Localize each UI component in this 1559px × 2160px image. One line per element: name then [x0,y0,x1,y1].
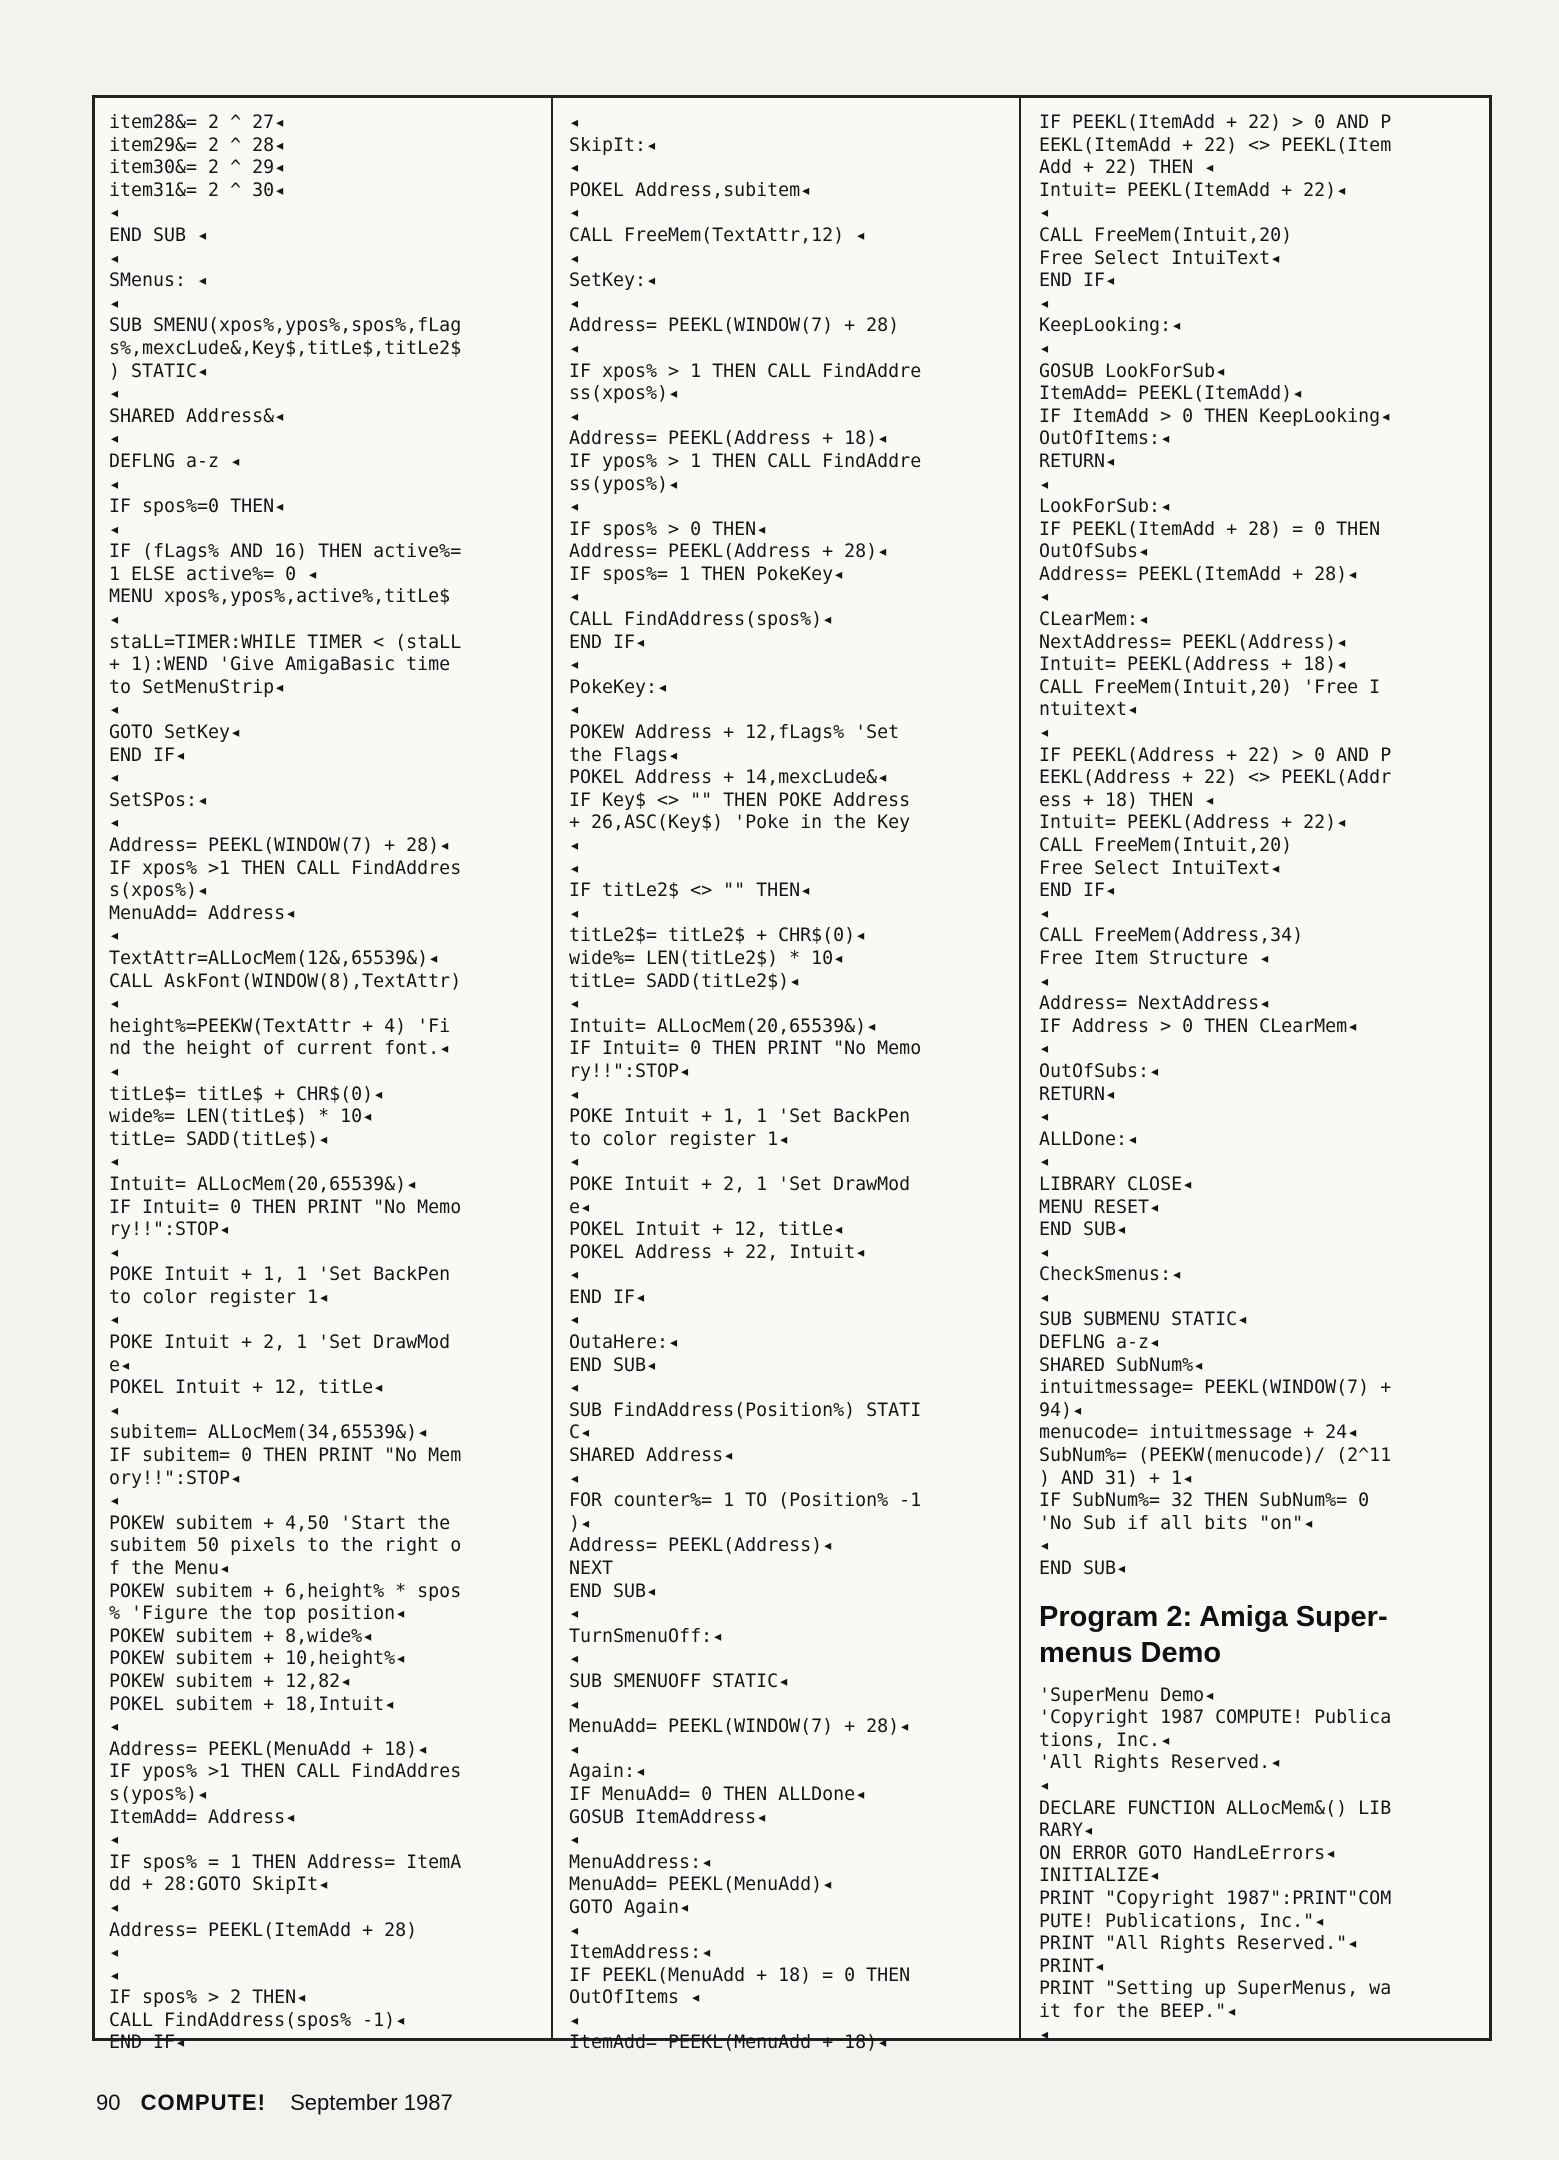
listing-column-3 [1039,112,1483,2045]
program-listing-box [92,95,1492,2054]
issue-date: September 1987 [290,2090,453,2115]
column-divider-left [551,98,553,2038]
magazine-name: COMPUTE! [140,2090,266,2115]
listing-column-1 [109,112,539,2054]
page-number: 90 [96,2090,121,2115]
code-listing-program-2: 'SuperMenu Demo◂ 'Copyright 1987 COMPUTE! Publica tions, Inc.◂ 'All Rights Reserved.◂ ◂ DECLARE FUNCTION ALLocMem&() LIB RARY◂ ON ERROR GOTO HandLeErrors◂ INITIALIZE◂ PRINT "Copyright 1987":PRINT"COM PUTE! Publications, Inc."◂ PRINT "All Rights Reserved."◂ PRINT◂ PRINT "Setting up SuperMenus, wa it for the BEEP."◂ ◂ [1039,1684,1392,2045]
program-2-heading: Program 2: Amiga Super- menus Demo [1039,1600,1388,1669]
column-divider-right [1019,98,1021,2038]
listing-column-2 [569,112,999,2054]
page-footer [96,2090,453,2116]
code-listing-column-2: ◂ SkipIt:◂ ◂ POKEL Address,subitem◂ ◂ CALL FreeMem(TextAttr,12) ◂ ◂ SetKey:◂ ◂ Address= PEEKL(WINDOW(7) + 28) ◂ IF xpos% > 1 THEN CALL FindAddre ss(xpos%)◂ ◂ Address= PEEKL(Address + 18)◂ IF ypos% > 1 THEN CALL FindAddre ss(ypos%)◂ ◂ IF spos% > 0 THEN◂ Address= PEEKL(Address + 28)◂ IF spos%= 1 THEN PokeKey◂ ◂ CALL FindAddress(spos%)◂ END IF◂ ◂ PokeKey:◂ ◂ POKEW Address + 12,fLags% 'Set the Flags◂ POKEL Address + 14,mexcLude&◂ IF Key$ <> "" THEN POKE Address + 26,ASC(Key$) 'Poke in the Key ◂ ◂ IF titLe2$ <> "" THEN◂ ◂ titLe2$= titLe2$ + CHR$(0)◂ wide%= LEN(titLe2$) * 10◂ titLe= SADD(titLe2$)◂ ◂ Intuit= ALLocMem(20,65539&)◂ IF Intuit= 0 THEN PRINT "No Memo ry!!":STOP◂ ◂ POKE Intuit + 1, 1 'Set BackPen to color register 1◂ ◂ POKE Intuit + 2, 1 'Set DrawMod e◂ POKEL Intuit + 12, titLe◂ POKEL Address + 22, Intuit◂ ◂ END IF◂ ◂ OutaHere:◂ END SUB◂ ◂ SUB FindAddress(Position%) STATI C◂ SHARED Address◂ ◂ FOR counter%= 1 TO (Position% -1 )◂ Address= PEEKL(Address)◂ NEXT END SUB◂ ◂ TurnSmenuOff:◂ ◂ SUB SMENUOFF STATIC◂ ◂ MenuAdd= PEEKL(WINDOW(7) + 28)◂ ◂ Again:◂ IF MenuAdd= 0 THEN ALLDone◂ GOSUB ItemAddress◂ ◂ MenuAddress:◂ MenuAdd= PEEKL(MenuAdd)◂ GOTO Again◂ ◂ ItemAddress:◂ IF PEEKL(MenuAdd + 18) = 0 THEN OutOfItems ◂ ◂ ItemAdd= PEEKL(MenuAdd + 18)◂ [569,112,922,2054]
code-listing-column-3: IF PEEKL(ItemAdd + 22) > 0 AND P EEKL(ItemAdd + 22) <> PEEKL(Item Add + 22) THEN ◂ Intuit= PEEKL(ItemAdd + 22)◂ ◂ CALL FreeMem(Intuit,20) Free Select IntuiText◂ END IF◂ ◂ KeepLooking:◂ ◂ GOSUB LookForSub◂ ItemAdd= PEEKL(ItemAdd)◂ IF ItemAdd > 0 THEN KeepLooking◂ OutOfItems:◂ RETURN◂ ◂ LookForSub:◂ IF PEEKL(ItemAdd + 28) = 0 THEN OutOfSubs◂ Address= PEEKL(ItemAdd + 28)◂ ◂ CLearMem:◂ NextAddress= PEEKL(Address)◂ Intuit= PEEKL(Address + 18)◂ CALL FreeMem(Intuit,20) 'Free I ntuitext◂ ◂ IF PEEKL(Address + 22) > 0 AND P EEKL(Address + 22) <> PEEKL(Addr ess + 18) THEN ◂ Intuit= PEEKL(Address + 22)◂ CALL FreeMem(Intuit,20) Free Select IntuiText◂ END IF◂ ◂ CALL FreeMem(Address,34) Free Item Structure ◂ ◂ Address= NextAddress◂ IF Address > 0 THEN CLearMem◂ ◂ OutOfSubs:◂ RETURN◂ ◂ ALLDone:◂ ◂ LIBRARY CLOSE◂ MENU RESET◂ END SUB◂ ◂ CheckSmenus:◂ ◂ SUB SUBMENU STATIC◂ DEFLNG a-z◂ SHARED SubNum%◂ intuitmessage= PEEKL(WINDOW(7) + 94)◂ menucode= intuitmessage + 24◂ SubNum%= (PEEKW(menucode)/ (2^11 ) AND 31) + 1◂ IF SubNum%= 32 THEN SubNum%= 0 'No Sub if all bits "on"◂ ◂ END SUB◂ [1039,112,1392,1579]
code-listing-column-1: item28&= 2 ^ 27◂ item29&= 2 ^ 28◂ item30&= 2 ^ 29◂ item31&= 2 ^ 30◂ ◂ END SUB ◂ ◂ SMenus: ◂ ◂ SUB SMENU(xpos%,ypos%,spos%,fLag s%,mexcLude&,Key$,titLe$,titLe2$ ) STATIC◂ ◂ SHARED Address&◂ ◂ DEFLNG a-z ◂ ◂ IF spos%=0 THEN◂ ◂ IF (fLags% AND 16) THEN active%= 1 ELSE active%= 0 ◂ MENU xpos%,ypos%,active%,titLe$ ◂ staLL=TIMER:WHILE TIMER < (staLL + 1):WEND 'Give AmigaBasic time to SetMenuStrip◂ ◂ GOTO SetKey◂ END IF◂ ◂ SetSPos:◂ ◂ Address= PEEKL(WINDOW(7) + 28)◂ IF xpos% >1 THEN CALL FindAddres s(xpos%)◂ MenuAdd= Address◂ ◂ TextAttr=ALLocMem(12&,65539&)◂ CALL AskFont(WINDOW(8),TextAttr) ◂ height%=PEEKW(TextAttr + 4) 'Fi nd the height of current font.◂ ◂ titLe$= titLe$ + CHR$(0)◂ wide%= LEN(titLe$) * 10◂ titLe= SADD(titLe$)◂ ◂ Intuit= ALLocMem(20,65539&)◂ IF Intuit= 0 THEN PRINT "No Memo ry!!":STOP◂ ◂ POKE Intuit + 1, 1 'Set BackPen to color register 1◂ ◂ POKE Intuit + 2, 1 'Set DrawMod e◂ POKEL Intuit + 12, titLe◂ ◂ subitem= ALLocMem(34,65539&)◂ IF subitem= 0 THEN PRINT "No Mem ory!!":STOP◂ ◂ POKEW subitem + 4,50 'Start the subitem 50 pixels to the right o f the Menu◂ POKEW subitem + 6,height% * spos % 'Figure the top position◂ POKEW subitem + 8,wide%◂ POKEW subitem + 10,height%◂ POKEW subitem + 12,82◂ POKEL subitem + 18,Intuit◂ ◂ Address= PEEKL(MenuAdd + 18)◂ IF ypos% >1 THEN CALL FindAddres s(ypos%)◂ ItemAdd= Address◂ ◂ IF spos% = 1 THEN Address= ItemA dd + 28:GOTO SkipIt◂ ◂ Address= PEEKL(ItemAdd + 28) ◂ ◂ IF spos% > 2 THEN◂ CALL FindAddress(spos% -1)◂ END IF◂ [109,112,462,2054]
